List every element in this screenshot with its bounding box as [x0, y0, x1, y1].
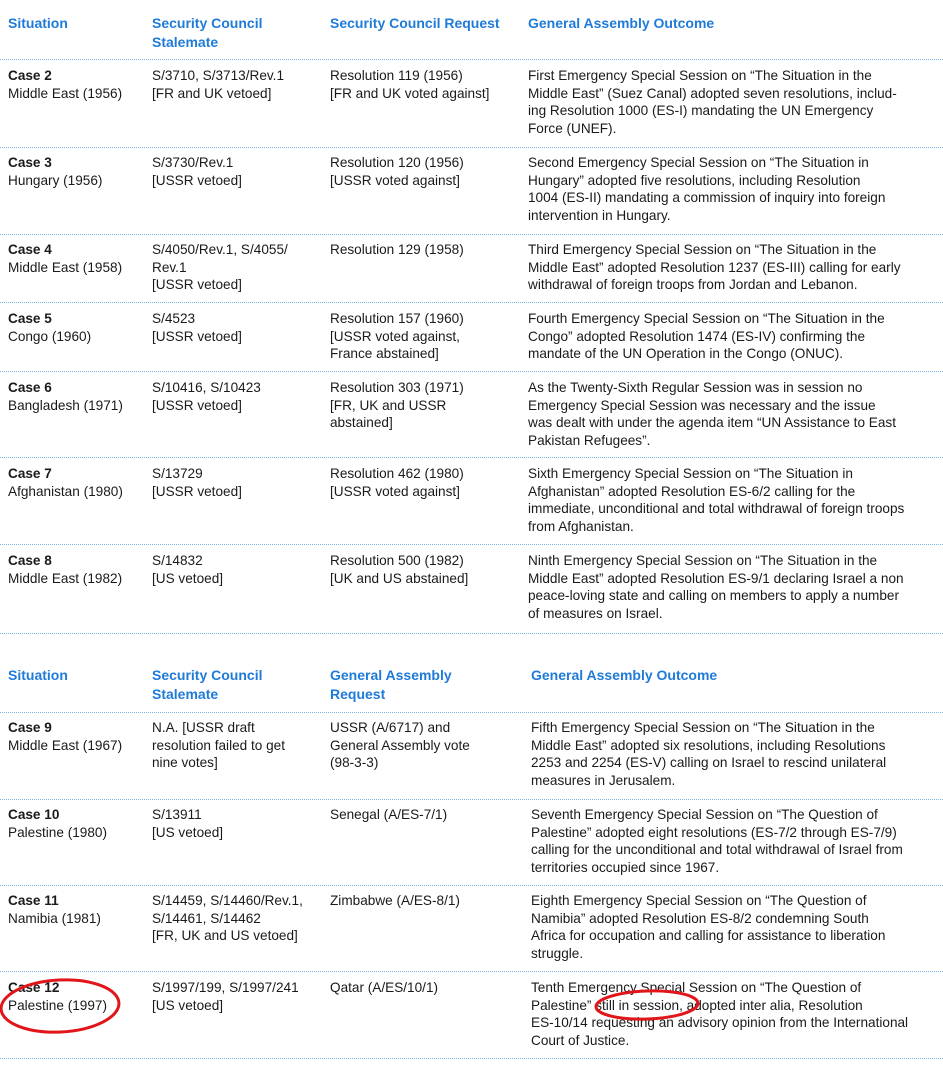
- stalemate-cell: [152, 892, 322, 945]
- request-cell: [330, 806, 520, 824]
- row-separator: [0, 799, 943, 800]
- situation-cell: [8, 154, 143, 189]
- stalemate-cell: [152, 154, 322, 189]
- situation-cell: [8, 465, 143, 500]
- cell-line: Senegal (A/ES-7/1): [330, 807, 448, 822]
- row-separator: [0, 59, 943, 60]
- situation-name: Afghanistan (1980): [8, 483, 123, 499]
- cell-line: ES-10/14 requesting an advisory opinion from the International: [531, 1015, 909, 1031]
- cell-line: Middle East” adopted six resolutions, including Resolutions: [531, 737, 886, 753]
- request-cell: [330, 310, 520, 363]
- cell-line: [US vetoed]: [152, 824, 224, 840]
- cell-line: [USSR vetoed]: [152, 483, 242, 499]
- case-title: Case 6: [8, 380, 52, 395]
- cell-line: (98-3-3): [330, 755, 379, 771]
- cell-line: Tenth Emergency Special Session on “The Question of: [531, 980, 862, 995]
- case-title: Case 2: [8, 68, 52, 83]
- cell-line: abstained]: [330, 415, 393, 431]
- cell-line: Hungary” adopted five resolutions, including Resolution: [528, 172, 861, 188]
- cell-line: [UK and US abstained]: [330, 570, 469, 586]
- cell-line: was dealt with under the agenda item “UN Assistance to East: [528, 415, 896, 431]
- situation-name: Middle East (1967): [8, 737, 123, 753]
- cell-line: S/3730/Rev.1: [152, 155, 234, 170]
- cell-line: Congo” adopted Resolution 1474 (ES-IV) confirming the: [528, 328, 866, 344]
- outcome-cell: [528, 552, 938, 622]
- header-line: General Assembly Outcome: [531, 667, 718, 683]
- cell-line: Resolution 120 (1956): [330, 155, 464, 170]
- situation-name: Palestine (1980): [8, 824, 107, 840]
- stalemate-cell: [152, 241, 322, 294]
- situation-cell: [8, 241, 143, 276]
- stalemate-cell: [152, 806, 322, 841]
- request-cell: [330, 979, 520, 997]
- case-title: Case 10: [8, 807, 60, 822]
- situation-cell: [8, 552, 143, 587]
- header-stalemate: [152, 14, 322, 52]
- cell-line: [FR and UK voted against]: [330, 85, 490, 101]
- cell-line: Rev.1: [152, 259, 187, 275]
- cell-line: N.A. [USSR draft: [152, 720, 255, 735]
- header-request: [330, 14, 520, 33]
- stalemate-cell: [152, 67, 322, 102]
- request-cell: [330, 892, 520, 910]
- row-separator: [0, 457, 943, 458]
- outcome-cell: [528, 154, 938, 224]
- row-separator: [0, 371, 943, 372]
- cell-line: Third Emergency Special Session on “The Situation in the: [528, 242, 877, 257]
- table-separator: [0, 633, 943, 634]
- cell-line: General Assembly vote: [330, 737, 470, 753]
- cell-line: Zimbabwe (A/ES-8/1): [330, 893, 460, 908]
- cell-line: [USSR voted against]: [330, 172, 460, 188]
- request-cell: [330, 154, 520, 189]
- outcome-cell: [531, 719, 939, 789]
- cell-line: territories occupied since 1967.: [531, 859, 720, 875]
- row-separator: [0, 544, 943, 545]
- header-line: General Assembly Outcome: [528, 15, 715, 31]
- situation-cell: [8, 979, 143, 1014]
- cell-line: Eighth Emergency Special Session on “The Question of: [531, 893, 867, 908]
- cell-line: Resolution 303 (1971): [330, 380, 464, 395]
- header-line: Request: [330, 686, 386, 702]
- case-title: Case 3: [8, 155, 52, 170]
- cell-line: Ninth Emergency Special Session on “The Situation in the: [528, 553, 878, 568]
- cell-line: [USSR voted against]: [330, 483, 460, 499]
- situation-name: Middle East (1982): [8, 570, 123, 586]
- situation-name: Palestine (1997): [8, 997, 107, 1013]
- cell-line: S/4050/Rev.1, S/4055/: [152, 242, 288, 257]
- stalemate-cell: [152, 310, 322, 345]
- cell-line: S/3710, S/3713/Rev.1: [152, 68, 285, 83]
- stalemate-cell: [152, 552, 322, 587]
- situation-name: Middle East (1958): [8, 259, 123, 275]
- cell-line: Court of Justice.: [531, 1032, 630, 1048]
- cell-line: Palestine” still in session, adopted inter alia, Resolution: [531, 997, 863, 1013]
- cell-line: [FR and UK vetoed]: [152, 85, 272, 101]
- outcome-cell: [528, 241, 938, 294]
- cell-line: S/14461, S/14462: [152, 910, 261, 926]
- cell-line: Qatar (A/ES/10/1): [330, 980, 439, 995]
- cell-line: 2253 and 2254 (ES-V) calling on Israel to rescind unilateral: [531, 755, 887, 771]
- outcome-cell: [531, 979, 939, 1049]
- header-request: [330, 666, 520, 704]
- case-title: Case 7: [8, 466, 52, 481]
- header-line: Stalemate: [152, 34, 219, 50]
- case-title: Case 4: [8, 242, 52, 257]
- cell-line: Africa for occupation and calling for assistance to liberation: [531, 928, 886, 944]
- cell-line: [USSR vetoed]: [152, 277, 242, 293]
- header-stalemate: [152, 666, 322, 704]
- header-outcome: [531, 666, 939, 685]
- row-separator: [0, 885, 943, 886]
- cell-line: Seventh Emergency Special Session on “The Question of: [531, 807, 878, 822]
- cell-line: Palestine” adopted eight resolutions (ES-7/2 through ES-7/9): [531, 824, 897, 840]
- situation-cell: [8, 892, 143, 927]
- row-separator: [0, 712, 943, 713]
- cell-line: Middle East” adopted Resolution 1237 (ES-III) calling for early: [528, 259, 901, 275]
- cell-line: Fifth Emergency Special Session on “The Situation in the: [531, 720, 875, 735]
- cell-line: of measures on Israel.: [528, 605, 663, 621]
- cell-line: withdrawal of foreign troops from Jordan and Lebanon.: [528, 277, 858, 293]
- situation-cell: [8, 379, 143, 414]
- request-cell: [330, 67, 520, 102]
- cell-line: [FR, UK and US vetoed]: [152, 928, 298, 944]
- outcome-cell: [528, 310, 938, 363]
- cell-line: ing Resolution 1000 (ES-I) mandating the UN Emergency: [528, 103, 874, 119]
- cell-line: [US vetoed]: [152, 570, 224, 586]
- cell-line: S/4523: [152, 311, 196, 326]
- cell-line: First Emergency Special Session on “The Situation in the: [528, 68, 872, 83]
- cell-line: S/14459, S/14460/Rev.1,: [152, 893, 303, 908]
- header-line: Stalemate: [152, 686, 219, 702]
- outcome-cell: [531, 892, 939, 962]
- cell-line: S/13911: [152, 807, 202, 822]
- cell-line: [USSR voted against,: [330, 328, 460, 344]
- outcome-cell: [528, 67, 938, 137]
- cell-line: Force (UNEF).: [528, 120, 617, 136]
- row-separator: [0, 147, 943, 148]
- cell-line: Resolution 157 (1960): [330, 311, 464, 326]
- row-separator: [0, 1058, 943, 1059]
- cell-line: peace-loving state and calling on members to apply a number: [528, 588, 900, 604]
- cell-line: nine votes]: [152, 755, 218, 771]
- cell-line: S/1997/199, S/1997/241: [152, 980, 299, 995]
- stalemate-cell: [152, 379, 322, 414]
- cell-line: resolution failed to get: [152, 737, 286, 753]
- cell-line: As the Twenty-Sixth Regular Session was in session no: [528, 380, 863, 395]
- header-situation: [8, 666, 143, 685]
- case-title: Case 9: [8, 720, 52, 735]
- case-title: Case 11: [8, 893, 59, 908]
- cell-line: Middle East” adopted Resolution ES-9/1 declaring Israel a non: [528, 570, 904, 586]
- situation-cell: [8, 806, 143, 841]
- request-cell: [330, 379, 520, 432]
- stalemate-cell: [152, 465, 322, 500]
- outcome-cell: [531, 806, 939, 876]
- cell-line: intervention in Hungary.: [528, 207, 671, 223]
- cell-line: mandate of the UN Operation in the Congo (ONUC).: [528, 346, 844, 362]
- request-cell: [330, 465, 520, 500]
- case-title: Case 12: [8, 980, 60, 995]
- cell-line: [USSR vetoed]: [152, 172, 242, 188]
- outcome-cell: [528, 465, 938, 535]
- stalemate-cell: [152, 979, 322, 1014]
- cell-line: S/13729: [152, 466, 203, 481]
- cell-line: [USSR vetoed]: [152, 328, 242, 344]
- cell-line: Emergency Special Session was necessary and the issue: [528, 397, 876, 413]
- situation-cell: [8, 67, 143, 102]
- situation-cell: [8, 310, 143, 345]
- cell-line: Namibia” adopted Resolution ES-8/2 condemning South: [531, 910, 869, 926]
- cell-line: [FR, UK and USSR: [330, 397, 447, 413]
- header-line: Security Council: [152, 667, 263, 683]
- cell-line: Fourth Emergency Special Session on “The Situation in the: [528, 311, 885, 326]
- situation-name: Namibia (1981): [8, 910, 101, 926]
- situation-name: Bangladesh (1971): [8, 397, 123, 413]
- situation-name: Congo (1960): [8, 328, 92, 344]
- cell-line: S/14832: [152, 553, 203, 568]
- header-line: Situation: [8, 667, 68, 683]
- situation-name: Middle East (1956): [8, 85, 123, 101]
- row-separator: [0, 302, 943, 303]
- request-cell: [330, 552, 520, 587]
- cell-line: Second Emergency Special Session on “The Situation in: [528, 155, 869, 170]
- stalemate-cell: [152, 719, 322, 772]
- header-outcome: [528, 14, 938, 33]
- cell-line: Resolution 119 (1956): [330, 68, 463, 83]
- header-line: General Assembly: [330, 667, 452, 683]
- cell-line: France abstained]: [330, 346, 439, 362]
- header-line: Security Council: [152, 15, 263, 31]
- cell-line: Resolution 462 (1980): [330, 466, 464, 481]
- outcome-cell: [528, 379, 938, 449]
- situation-name: Hungary (1956): [8, 172, 103, 188]
- header-line: Security Council Request: [330, 15, 500, 31]
- cell-line: Middle East” (Suez Canal) adopted seven resolutions, includ-: [528, 85, 897, 101]
- cell-line: Pakistan Refugees”.: [528, 432, 651, 448]
- cell-line: Resolution 500 (1982): [330, 553, 464, 568]
- cell-line: 1004 (ES-II) mandating a commission of inquiry into foreign: [528, 190, 886, 206]
- request-cell: [330, 719, 520, 772]
- header-line: Situation: [8, 15, 68, 31]
- cell-line: USSR (A/6717) and: [330, 720, 451, 735]
- cell-line: Afghanistan” adopted Resolution ES-6/2 calling for the: [528, 483, 856, 499]
- cell-line: calling for the unconditional and total withdrawal of Israel from: [531, 842, 903, 858]
- request-cell: [330, 241, 520, 259]
- cell-line: immediate, unconditional and total withdrawal of foreign troops: [528, 501, 905, 517]
- cell-line: Resolution 129 (1958): [330, 242, 464, 257]
- header-situation: [8, 14, 143, 33]
- cell-line: struggle.: [531, 945, 584, 961]
- cell-line: measures in Jerusalem.: [531, 772, 676, 788]
- case-title: Case 5: [8, 311, 52, 326]
- cell-line: from Afghanistan.: [528, 518, 634, 534]
- cell-line: [US vetoed]: [152, 997, 224, 1013]
- cell-line: S/10416, S/10423: [152, 380, 261, 395]
- row-separator: [0, 971, 943, 972]
- situation-cell: [8, 719, 143, 754]
- case-title: Case 8: [8, 553, 52, 568]
- row-separator: [0, 234, 943, 235]
- cell-line: [USSR vetoed]: [152, 397, 242, 413]
- cell-line: Sixth Emergency Special Session on “The Situation in: [528, 466, 853, 481]
